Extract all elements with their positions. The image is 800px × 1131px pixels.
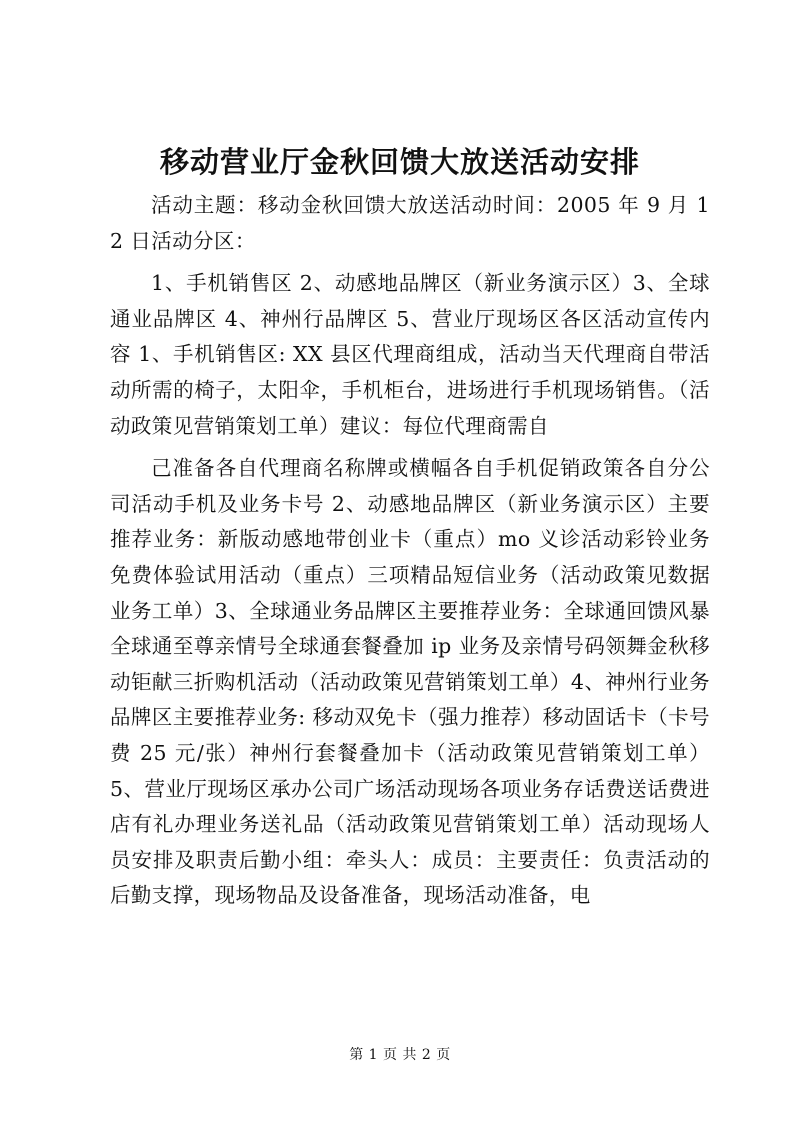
paragraph-activity-theme: 活动主题：移动金秋回馈大放送活动时间：2005 年 9 月 12 日活动分区： <box>110 193 710 253</box>
paragraph-zones: 1、手机销售区 2、动感地品牌区（新业务演示区）3、全球通业品牌区 4、神州行品牌区 5、营业厅现场区各区活动宣传内容 1、手机销售区: XX 县区代理商组成，活动当天代理商自带活动所需的椅子，太阳伞，手机柜台，进场进行手机现场销售。（活动政策见营销策划工单）建议：每位代理商需自 <box>110 271 710 438</box>
page-number-footer: 第 1 页 共 2 页 <box>349 1047 451 1063</box>
document-body <box>110 188 710 914</box>
document-title: 移动营业厅金秋回馈大放送活动安排 <box>159 145 640 179</box>
paragraph-zone-details: 己准备各自代理商名称牌或横幅各自手机促销政策各自分公司活动手机及业务卡号 2、动感地品牌区（新业务演示区）主要推荐业务：新版动感地带创业卡（重点）mo 义诊活动彩铃业务免费体验试用活动（重点）三项精品短信业务（活动政策见数据业务工单）3、全球通业务品牌区主要推荐业务：全球通回馈风暴全球通至尊亲情号全球通套餐叠加 ip 业务及亲情号码领舞金秋移动钜献三折购机活动（活动政策见营销策划工单）4、神州行业务品牌区主要推荐业务: 移动双免卡（强力推荐）移动固话卡（卡号费 25 元/张）神州行套餐叠加卡（活动政策见营销策划工单）5、营业厅现场区承办公司广场活动现场各项业务存话费送话费进店有礼办理业务送礼品（活动政策见营销策划工单）活动现场人员安排及职责后勤小组：牵头人：成员：主要责任：负责活动的后勤支撑，现场物品及设备准备，现场活动准备，电 <box>110 456 710 908</box>
